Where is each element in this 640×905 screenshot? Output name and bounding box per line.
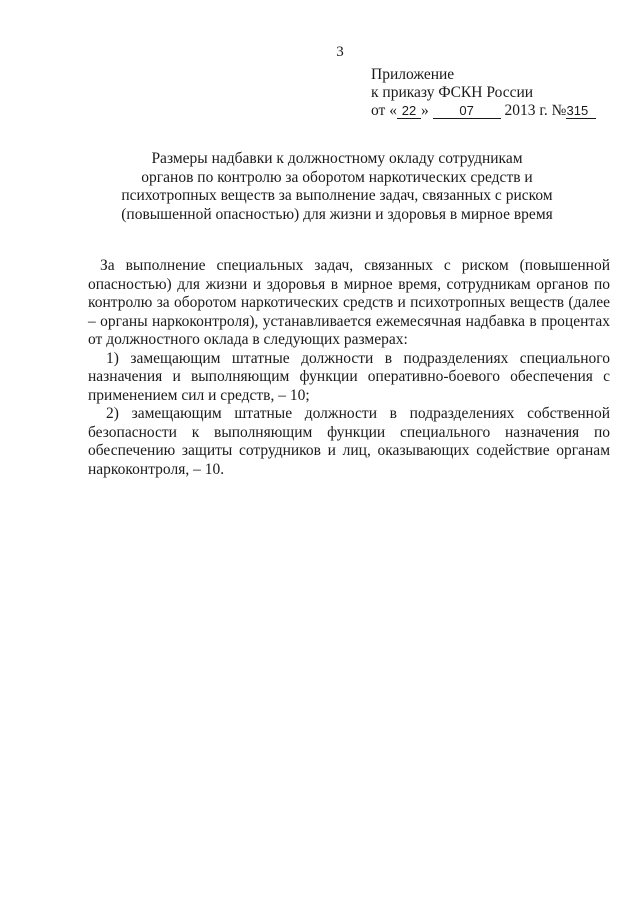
list-item-text: 1) замещающим штатные должности в подразделениях специального назначения и выполняющим функции оперативно-боевого обеспечения с применением сил и средств, – 10; <box>88 349 610 404</box>
date-prefix: от « <box>371 102 397 119</box>
appendix-order-ref: к приказу ФСКН России <box>371 84 534 101</box>
document-title <box>96 150 578 224</box>
list-item <box>88 405 610 479</box>
date-day-suffix: » <box>420 102 429 119</box>
date-month: 07 <box>433 104 501 119</box>
order-number: 315 <box>566 104 596 119</box>
appendix-label: Приложение <box>371 66 455 83</box>
title-line: психотропных веществ за выполнение задач, связанных с риском <box>121 187 553 204</box>
list-item-text: 2) замещающим штатные должности в подразделениях собственной безопасности к выполняющим функции специального назначения по обеспечению защиты сотрудников и лиц, оказывающих содействие органам наркоконтроля, – 10. <box>88 405 610 478</box>
intro-paragraph <box>88 257 610 350</box>
date-day: 22 <box>397 104 421 119</box>
intro-text: За выполнение специальных задач, связанных с риском (повышенной опасностью) для жизни и здоровья в мирное время, сотрудникам органов по контролю за оборотом наркотических средств и психотропных веществ (далее – органы наркоконтроля), устанавливается ежемесячная надбавка в процентах от должностного оклада в следующих размерах: <box>88 257 610 348</box>
date-year: 2013 г. № <box>504 102 567 119</box>
title-line: Размеры надбавки к должностному окладу сотрудникам <box>151 150 523 167</box>
appendix-date-line <box>371 102 596 120</box>
title-line: (повышенной опасностью) для жизни и здоровья в мирное время <box>121 205 553 223</box>
page-number: 3 <box>336 44 344 60</box>
title-line: органов по контролю за оборотом наркотических средств и <box>141 168 533 186</box>
appendix-header <box>371 66 596 120</box>
document-body <box>88 257 610 479</box>
list-item <box>88 350 610 406</box>
